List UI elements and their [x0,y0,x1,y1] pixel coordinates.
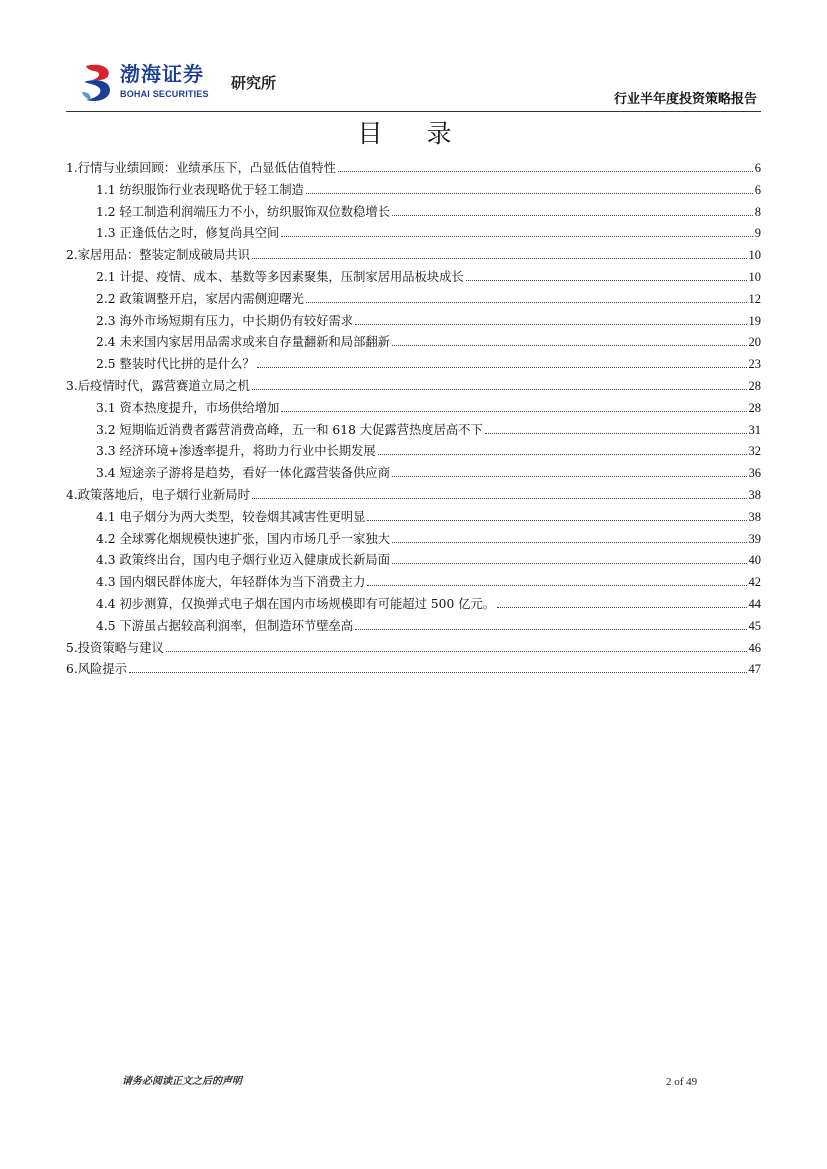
toc-entry-page: 47 [748,662,761,677]
toc-subsection-entry[interactable] [66,289,761,311]
toc-subsection-entry[interactable] [66,441,761,463]
toc-dot-leader [281,411,746,412]
header-divider [66,111,761,112]
toc-entry-title: 2.3 海外市场短期有压力，中长期仍有较好需求 [96,313,354,328]
toc-subsection-entry[interactable] [66,223,761,245]
toc-section-entry[interactable] [66,485,761,507]
toc-subsection-entry[interactable] [66,550,761,572]
toc-subsection-entry[interactable] [66,529,761,551]
toc-entry-title: 1.2 轻工制造利润端压力不小，纺织服饰双位数稳增长 [96,204,390,219]
toc-dot-leader [252,258,747,259]
toc-title: 目 录 [357,119,470,148]
toc-dot-leader [378,454,747,455]
toc-entry-page: 9 [754,226,761,241]
toc-entry-title: 5.投资策略与建议 [66,640,164,655]
toc-dot-leader [129,672,747,673]
toc-entry-title: 4.2 全球雾化烟规模快速扩张，国内市场几乎一家独大 [96,531,390,546]
toc-section-entry[interactable] [66,659,761,681]
toc-entry-page: 28 [748,378,761,393]
toc-entry-page: 36 [748,466,761,481]
toc-subsection-entry[interactable] [66,594,761,616]
toc-entry-page: 40 [748,553,761,568]
toc-dot-leader [392,476,747,477]
toc-entry-title: 3.4 短途亲子游将是趋势，看好一体化露营装备供应商 [96,466,390,481]
toc-section-entry[interactable] [66,158,761,180]
toc-dot-leader [166,651,747,652]
toc-dot-leader [338,171,753,172]
toc-entry-title: 1.行情与业绩回顾：业绩承压下，凸显低估值特性 [66,161,336,175]
toc-entry-page: 31 [748,422,761,437]
toc-entry-page: 19 [748,313,761,328]
toc-subsection-entry[interactable] [66,420,761,442]
toc-subsection-entry[interactable] [66,180,761,202]
toc-entry-page: 38 [748,509,761,524]
table-of-contents [66,158,761,681]
toc-entry-page: 8 [754,204,761,219]
toc-entry-title: 4.1 电子烟分为两大类型，较卷烟其减害性更明显 [96,509,366,524]
toc-subsection-entry[interactable] [66,202,761,224]
toc-dot-leader [355,629,746,630]
toc-entry-title: 2.1 计提、疫情、成本、基数等多因素聚集，压制家居用品板块成长 [96,269,464,284]
logo-chinese-name: 渤海证券 [120,62,204,86]
toc-entry-page: 20 [748,335,761,350]
toc-entry-title: 4.3 国内烟民群体庞大，年轻群体为当下消费主力 [96,575,366,590]
toc-entry-title: 1.1 纺织服饰行业表现略优于轻工制造 [96,182,304,197]
toc-entry-title: 2.2 政策调整开启，家居内需侧迎曙光 [96,291,304,306]
toc-entry-title: 2.4 未来国内家居用品需求或来自存量翻新和局部翻新 [96,335,390,350]
toc-subsection-entry[interactable] [66,572,761,594]
logo-english-name: BOHAI SECURITIES [120,89,209,99]
toc-subsection-entry[interactable] [66,507,761,529]
toc-entry-page: 42 [748,575,761,590]
toc-entry-page: 23 [748,357,761,372]
toc-subsection-entry[interactable] [66,463,761,485]
toc-subsection-entry[interactable] [66,398,761,420]
toc-dot-leader [355,324,746,325]
toc-entry-page: 6 [754,161,761,175]
toc-entry-title: 3.3 经济环境+渗透率提升，将助力行业中长期发展 [96,444,376,459]
toc-entry-title: 4.政策落地后，电子烟行业新局时 [66,487,250,502]
toc-entry-page: 10 [748,269,761,284]
toc-entry-title: 4.5 下游虽占据较高利润率，但制造环节壁垒高 [96,618,354,633]
toc-dot-leader [367,520,746,521]
toc-dot-leader [466,280,747,281]
toc-dot-leader [252,498,747,499]
toc-entry-title: 3.1 资本热度提升，市场供给增加 [96,400,280,415]
toc-entry-page: 6 [754,182,761,197]
toc-subsection-entry[interactable] [66,267,761,289]
toc-entry-title: 3.2 短期临近消费者露营消费高峰，五一和 618 大促露营热度居高不下 [96,422,483,437]
toc-entry-page: 39 [748,531,761,546]
bohai-logo-icon [80,62,116,104]
toc-entry-title: 4.3 政策终出台，国内电子烟行业迈入健康成长新局面 [96,553,390,568]
toc-entry-title: 3.后疫情时代，露营赛道立局之机 [66,378,250,393]
toc-entry-page: 10 [748,248,761,263]
toc-entry-title: 2.家居用品：整装定制成破局共识 [66,248,250,263]
report-type: 行业半年度投资策略报告 [613,92,757,107]
toc-dot-leader [392,542,747,543]
toc-entry-title: 1.3 正逢低估之时，修复尚具空间 [96,226,280,241]
toc-dot-leader [485,433,747,434]
logo-institute: 研究所 [231,74,277,92]
toc-section-entry[interactable] [66,638,761,660]
toc-dot-leader [497,607,746,608]
footer-disclaimer: 请务必阅读正文之后的声明 [122,1076,242,1087]
page-header [0,0,827,120]
toc-dot-leader [367,585,746,586]
toc-entry-page: 44 [748,596,761,611]
toc-subsection-entry[interactable] [66,332,761,354]
toc-section-entry[interactable] [66,245,761,267]
toc-subsection-entry[interactable] [66,616,761,638]
toc-entry-page: 45 [748,618,761,633]
footer-page-indicator: 2 of 49 [666,1076,698,1088]
toc-dot-leader [281,236,752,237]
toc-dot-leader [257,367,747,368]
toc-dot-leader [306,302,747,303]
toc-dot-leader [392,215,753,216]
toc-entry-title: 4.4 初步测算，仅换弹式电子烟在国内市场规模即有可能超过 500 亿元。 [96,596,496,611]
toc-entry-page: 32 [748,444,761,459]
toc-entry-page: 28 [748,400,761,415]
toc-subsection-entry[interactable] [66,311,761,333]
toc-dot-leader [392,563,747,564]
toc-entry-title: 6.风险提示 [66,662,127,677]
bohai-logo [80,62,310,106]
toc-entry-page: 12 [748,291,761,306]
toc-entry-title: 2.5 整装时代比拼的是什么？ [96,357,255,372]
toc-section-entry[interactable] [66,376,761,398]
toc-dot-leader [252,389,747,390]
toc-entry-page: 46 [748,640,761,655]
toc-entry-page: 38 [748,487,761,502]
toc-subsection-entry[interactable] [66,354,761,376]
toc-dot-leader [306,193,753,194]
toc-dot-leader [392,345,747,346]
